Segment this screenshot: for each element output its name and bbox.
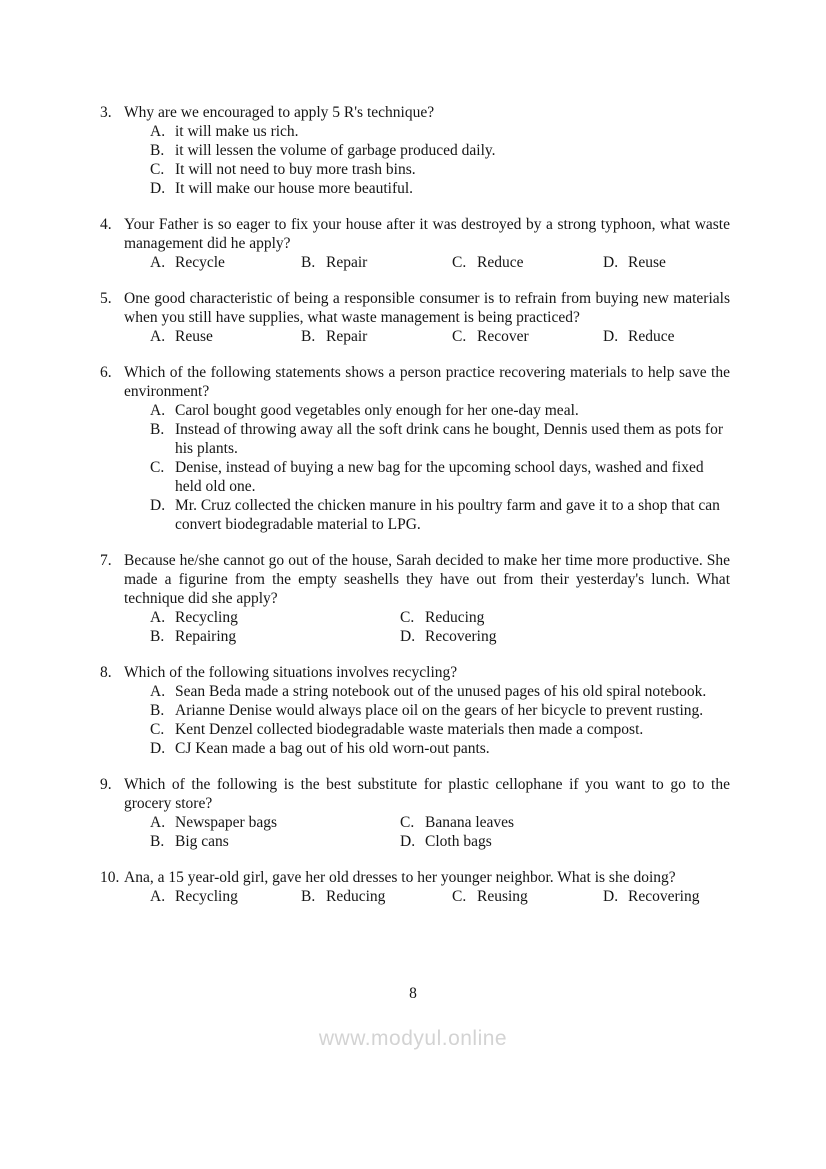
option-text: Reducing (326, 888, 386, 905)
answer-option (301, 887, 452, 906)
answer-option (150, 496, 730, 534)
option-label: C. (452, 254, 467, 271)
option-text: Denise, instead of buying a new bag for the upcoming school days, washed and fixed held old one. (175, 459, 704, 495)
option-text: Repair (326, 328, 368, 345)
question-body (124, 363, 730, 534)
option-text: Cloth bags (425, 833, 492, 850)
question-body (124, 289, 730, 346)
answer-option (400, 832, 730, 851)
question (100, 551, 730, 646)
option-text: Reduce (628, 328, 675, 345)
question-text: Which of the following is the best substitute for plastic cellophane if you want to go to the grocery store? (124, 776, 730, 812)
question-number: 6. (100, 364, 112, 381)
answer-option (400, 608, 730, 627)
answer-option (603, 887, 699, 906)
option-text: Banana leaves (425, 814, 515, 831)
option-text: Repairing (175, 628, 237, 645)
option-text: Recovering (628, 888, 700, 905)
option-text: Recycling (175, 609, 238, 626)
page-number: 8 (409, 985, 417, 1002)
answer-option (301, 253, 452, 272)
option-label: B. (150, 142, 165, 159)
answer-option (150, 813, 400, 832)
answer-option (400, 627, 730, 646)
options-list (150, 682, 730, 758)
answer-option (150, 682, 730, 701)
option-text: Reuse (628, 254, 666, 271)
option-label: D. (150, 180, 166, 197)
question-number: 5. (100, 290, 112, 307)
answer-option (150, 458, 730, 496)
options-list (150, 887, 730, 906)
option-label: C. (150, 721, 165, 738)
answer-option (150, 179, 730, 198)
option-label: C. (150, 161, 165, 178)
option-label: D. (603, 888, 619, 905)
answer-option (150, 739, 730, 758)
option-text: Recycle (175, 254, 225, 271)
question-text: Which of the following statements shows a person practice recovering materials to help save the environment? (124, 364, 730, 400)
answer-option (150, 327, 301, 346)
question-body (124, 775, 730, 851)
question-number: 4. (100, 216, 112, 233)
option-label: D. (150, 740, 166, 757)
answer-option (452, 327, 603, 346)
answer-option (150, 420, 730, 458)
option-label: D. (400, 628, 416, 645)
option-label: C. (400, 814, 415, 831)
option-label: B. (150, 628, 165, 645)
question-body (124, 868, 730, 906)
answer-option (400, 813, 730, 832)
answer-option (150, 720, 730, 739)
options-list (150, 608, 730, 646)
question (100, 775, 730, 851)
question-number: 10. (100, 869, 120, 886)
answer-option (150, 627, 400, 646)
question (100, 663, 730, 758)
option-text: Reduce (477, 254, 524, 271)
option-label: A. (150, 888, 166, 905)
answer-option (150, 122, 730, 141)
option-label: D. (603, 328, 619, 345)
option-label: A. (150, 402, 166, 419)
answer-option (452, 253, 603, 272)
option-text: It will not need to buy more trash bins. (175, 161, 416, 178)
question-body (124, 103, 730, 198)
option-text: Recycling (175, 888, 238, 905)
watermark-text: www.modyul.online (318, 1027, 508, 1050)
options-list (150, 253, 730, 272)
question-number: 3. (100, 104, 112, 121)
option-text: it will lessen the volume of garbage produced daily. (175, 142, 496, 159)
option-text: It will make our house more beautiful. (175, 180, 414, 197)
question-text: Which of the following situations involves recycling? (124, 664, 458, 681)
question-body (124, 663, 730, 758)
question (100, 363, 730, 534)
option-text: Recover (477, 328, 529, 345)
answer-option (150, 887, 301, 906)
option-label: D. (400, 833, 416, 850)
option-text: Kent Denzel collected biodegradable waste materials then made a compost. (175, 721, 644, 738)
answer-option (150, 160, 730, 179)
options-list (150, 122, 730, 198)
answer-option (150, 253, 301, 272)
question-number: 8. (100, 664, 112, 681)
options-list (150, 813, 730, 851)
option-label: B. (150, 702, 165, 719)
question-number: 9. (100, 776, 112, 793)
option-label: D. (603, 254, 619, 271)
option-text: Newspaper bags (175, 814, 278, 831)
question (100, 868, 730, 906)
option-label: C. (150, 459, 165, 476)
answer-option (603, 327, 674, 346)
option-text: Sean Beda made a string notebook out of the unused pages of his old spiral notebook. (175, 683, 707, 700)
option-label: A. (150, 254, 166, 271)
answer-option (603, 253, 666, 272)
question-number: 7. (100, 552, 112, 569)
question-text: Because he/she cannot go out of the house, Sarah decided to make her time more productive. She made a figurine from the empty seashells they have out from their yesterday's lunch. What technique did she apply? (124, 552, 730, 607)
option-label: C. (400, 609, 415, 626)
option-label: A. (150, 814, 166, 831)
question-text: One good characteristic of being a responsible consumer is to refrain from buying new materials when you still have supplies, what waste management is being practiced? (124, 290, 730, 326)
option-label: B. (301, 328, 316, 345)
question (100, 215, 730, 272)
option-text: Repair (326, 254, 368, 271)
question-body (124, 551, 730, 646)
option-text: Instead of throwing away all the soft drink cans he bought, Dennis used them as pots for his plants. (175, 421, 723, 457)
option-label: B. (150, 833, 165, 850)
answer-option (150, 701, 730, 720)
option-label: C. (452, 328, 467, 345)
option-text: Recovering (425, 628, 497, 645)
option-text: Arianne Denise would always place oil on the gears of her bicycle to prevent rusting. (175, 702, 704, 719)
option-label: B. (301, 254, 316, 271)
option-text: it will make us rich. (175, 123, 299, 140)
option-text: Reuse (175, 328, 213, 345)
option-label: A. (150, 609, 166, 626)
option-text: Carol bought good vegetables only enough for her one-day meal. (175, 402, 579, 419)
option-label: D. (150, 497, 166, 514)
option-text: Reusing (477, 888, 528, 905)
option-text: CJ Kean made a bag out of his old worn-out pants. (175, 740, 490, 757)
option-label: C. (452, 888, 467, 905)
question-text: Ana, a 15 year-old girl, gave her old dresses to her younger neighbor. What is she doing? (124, 869, 676, 886)
question (100, 289, 730, 346)
answer-option (150, 401, 730, 420)
answer-option (150, 832, 400, 851)
option-label: A. (150, 123, 166, 140)
option-label: B. (150, 421, 165, 438)
question-body (124, 215, 730, 272)
question-text: Your Father is so eager to fix your house after it was destroyed by a strong typhoon, what waste management did he apply? (124, 216, 730, 252)
question-text: Why are we encouraged to apply 5 R's technique? (124, 104, 435, 121)
answer-option (150, 608, 400, 627)
option-label: A. (150, 683, 166, 700)
option-text: Reducing (425, 609, 485, 626)
option-text: Mr. Cruz collected the chicken manure in his poultry farm and gave it to a shop that can convert biodegradable material to LPG. (175, 497, 720, 533)
options-list (150, 401, 730, 534)
answer-option (150, 141, 730, 160)
options-list (150, 327, 730, 346)
option-text: Big cans (175, 833, 229, 850)
answer-option (452, 887, 603, 906)
option-label: A. (150, 328, 166, 345)
option-label: B. (301, 888, 316, 905)
question (100, 103, 730, 198)
answer-option (301, 327, 452, 346)
